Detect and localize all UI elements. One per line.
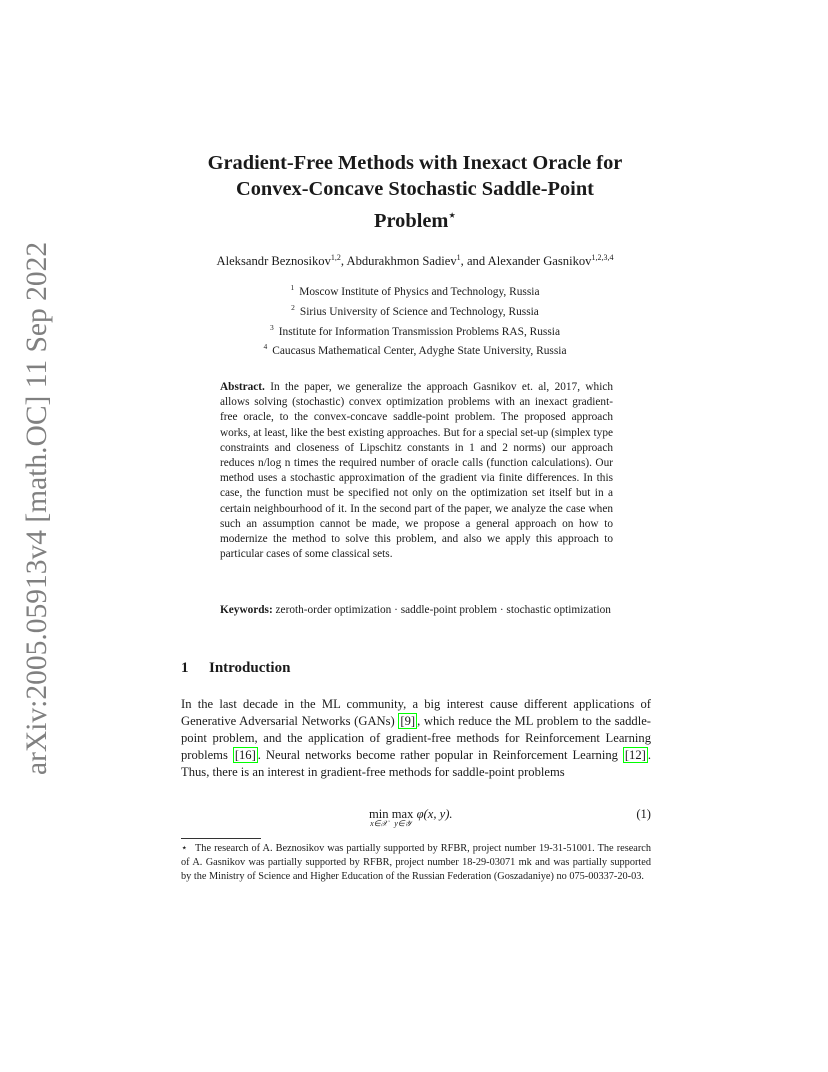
min-text: min — [369, 807, 389, 821]
equation-body — [369, 807, 453, 829]
affiliation-text: Institute for Information Transmission Problems RAS, Russia — [278, 325, 561, 338]
body-paragraph — [181, 696, 651, 781]
abstract-text: In the paper, we generalize the approach Gasnikov et. al, 2017, which allows solving (stochastic) convex optimization problems with an inexact gradient-free oracle, to the convex-concave saddle-point problem. The proposed approach works, at least, like the best existing approaches. But for a special set-up (simplex type constraints and closeness of Lipschitz constants in 1 and 2 norms) our approach reduces n/log n times the required number of oracle calls (function calculations). Our method uses a stochastic approximation of the gradient via finite differences. In this case, the function must be specified not only on the optimization set itself but in a certain neighbourhood of it. In the second part of the paper, we analyze the case when such an assumption cannot be made, we propose a general approach on how to modernize the method to solve this problem, and also we apply this approach to particular cases of some classical sets. — [220, 381, 614, 561]
max-operator — [392, 807, 414, 829]
author-name: Alexander Gasnikov — [487, 254, 592, 269]
max-text: max — [391, 807, 414, 821]
affiliation-item — [160, 339, 670, 359]
equation-1 — [181, 807, 651, 835]
abstract — [220, 380, 613, 562]
footnote-text: The research of A. Beznosikov was partially supported by RFBR, project number 19-31-51001. The research of A. Gasnikov was partially supported by RFBR, project number 18-29-03071 mk and was partially supported by the Ministry of Science and Higher Education of the Russian Federation (Goszadaniye) no 075-00337-20-03. — [181, 843, 651, 883]
min-operator — [369, 807, 389, 829]
footnote-mark: ⋆ — [181, 843, 188, 854]
footnote — [181, 842, 651, 885]
keywords-text: zeroth-order optimization · saddle-point problem · stochastic optimization — [275, 604, 611, 616]
affiliation-text: Caucasus Mathematical Center, Adyghe State University, Russia — [272, 345, 567, 358]
body-text: In the last decade in the ML community, a big interest cause different applications of Generative Adversarial Networks (GANs) — [181, 697, 651, 729]
title-line-1: Gradient-Free Methods with Inexact Oracle for — [207, 152, 623, 174]
title-line-3 — [160, 202, 670, 234]
author-affil-sup: 1,2,3,4 — [591, 253, 614, 262]
body-text: , which reduce the ML problem to the saddle-point problem, and the application of gradient-free methods for Reinforcement Learning problems — [181, 714, 652, 763]
affiliation-number: 4 — [263, 342, 268, 352]
affiliation-number: 2 — [291, 302, 295, 312]
affiliation-text: Moscow Institute of Physics and Technology, Russia — [299, 285, 540, 298]
author-name: Aleksandr Beznosikov — [216, 254, 331, 269]
author-separator: , — [340, 254, 347, 269]
affiliation-item — [160, 280, 670, 300]
equation-number: (1) — [636, 807, 651, 821]
author-name: Abdurakhmon Sadiev — [346, 254, 457, 269]
citation-link[interactable]: [9] — [400, 714, 416, 729]
keywords — [220, 603, 613, 618]
affiliation-number: 1 — [290, 283, 295, 292]
equation-expression: φ(x, y). — [416, 807, 453, 821]
body-text: . Neural networks become rather popular in Reinforcement Learning — [257, 748, 623, 763]
author-separator: , and — [460, 254, 488, 269]
section-title: Introduction — [209, 660, 291, 676]
affiliation-item — [160, 300, 670, 320]
body-text: . Thus, there is an interest in gradient-free methods for saddle-point problems — [181, 748, 651, 780]
affiliation-text: Sirius University of Science and Technology, Russia — [299, 305, 539, 318]
affiliation-item — [160, 320, 670, 340]
title-line-3-text: Problem — [374, 209, 449, 232]
title-line-2: Convex-Concave Stochastic Saddle-Point — [236, 178, 594, 200]
author-affil-sup: 1 — [456, 253, 461, 262]
citation-link[interactable]: [16] — [234, 748, 256, 763]
min-subscript: x∈𝒳 — [370, 819, 388, 828]
max-subscript: y∈𝒴 — [394, 819, 411, 828]
author-affil-sup: 1,2 — [330, 253, 341, 262]
paper-title — [160, 150, 670, 234]
author-list — [160, 253, 670, 269]
keywords-label: Keywords: — [220, 604, 273, 616]
arxiv-sidebar-identifier: arXiv:2005.05913v4 [math.OC] 11 Sep 2022 — [21, 241, 53, 775]
citation-link[interactable]: [12] — [624, 748, 646, 763]
section-number: 1 — [181, 660, 189, 676]
footnote-divider — [181, 838, 261, 839]
affiliation-number: 3 — [269, 322, 274, 332]
affiliation-list — [160, 280, 670, 359]
abstract-label: Abstract. — [220, 381, 265, 393]
section-heading — [181, 660, 290, 677]
title-footnote-star[interactable]: ⋆ — [448, 208, 456, 222]
